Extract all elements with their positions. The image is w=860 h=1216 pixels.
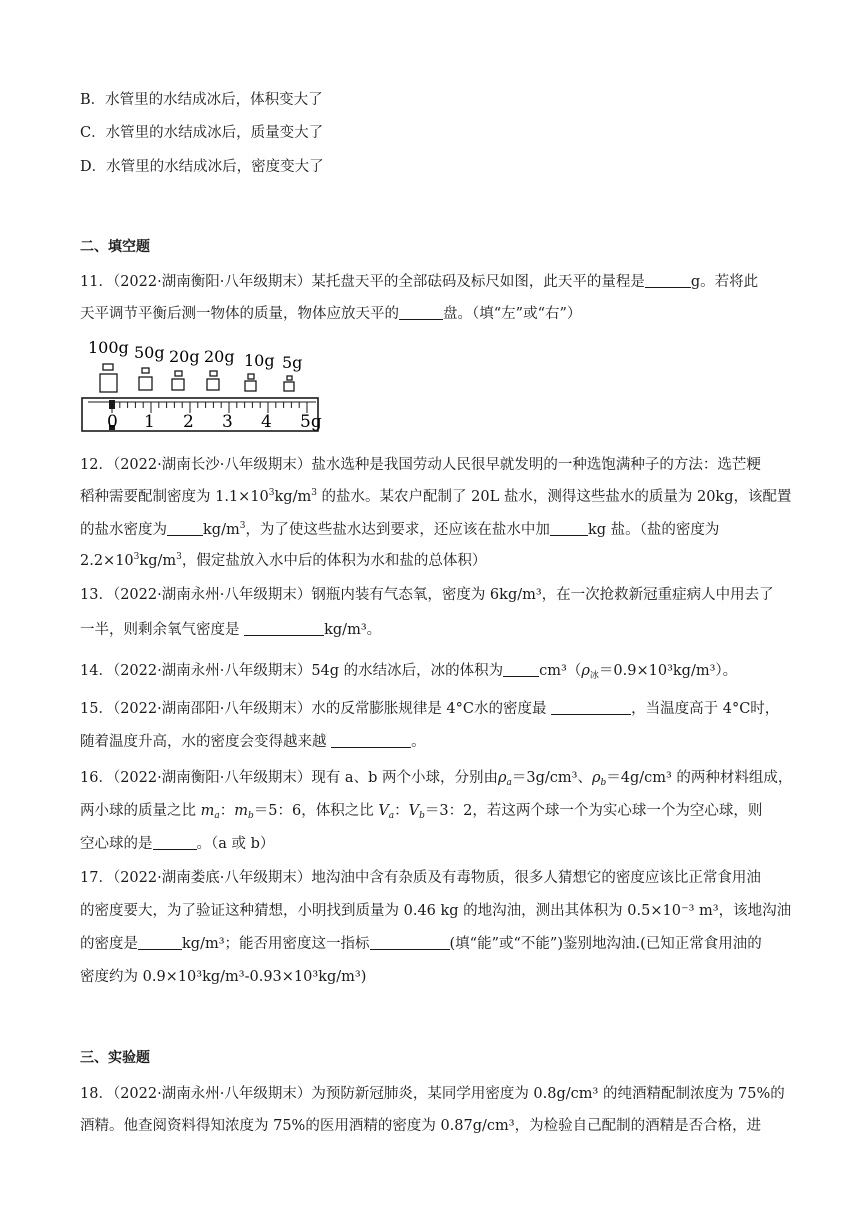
q12-blank-1 xyxy=(167,521,203,536)
weight-block-20g-a xyxy=(172,371,184,390)
q15-line2: 随着温度升高，水的密度会变得越来越 。 xyxy=(80,734,426,750)
scale-label-5g: 5g xyxy=(300,412,322,432)
q13-line2: 一半，则剩余氧气密度是 kg/m³。 xyxy=(80,622,382,638)
option-b: B．水管里的水结成冰后，体积变大了 xyxy=(80,92,323,108)
weight-block-100g xyxy=(100,364,117,392)
balance-weights-figure xyxy=(78,334,328,438)
q15-line1: 15．（2022·湖南邵阳·八年级期末）水的反常膨胀规律是 4°C水的密度最 ，当温度高于 4°C时， xyxy=(80,701,780,717)
q17-line4: 密度约为 0.9×10³kg/m³-0.93×10³kg/m³) xyxy=(80,969,367,985)
weight-label-10g: 10g xyxy=(244,351,275,370)
q17-blank-1 xyxy=(138,935,182,950)
q11-line1: 11．（2022·湖南衡阳·八年级期末）某托盘天平的全部砝码及标尺如图，此天平的量程是 g。若将此 xyxy=(80,274,759,290)
q11-blank-1 xyxy=(645,273,691,288)
q15-blank-1 xyxy=(551,700,631,715)
option-c: C．水管里的水结成冰后，质量变大了 xyxy=(80,125,324,141)
rider xyxy=(109,400,115,409)
q17-line2: 的密度要大，为了验证这种猜想，小明找到质量为 0.46 kg 的地沟油，测出其体积为 0.5×10⁻³ m³，该地沟油 xyxy=(80,903,792,919)
q13-line1: 13．（2022·湖南永州·八年级期末）钢瓶内装有气态氧，密度为 6kg/m³，在一次抢救新冠重症病人中用去了 xyxy=(80,587,774,603)
section-title-fill-blank: 二、填空题 xyxy=(80,239,150,255)
q12-blank-2 xyxy=(550,521,588,536)
option-d: D．水管里的水结成冰后，密度变大了 xyxy=(80,159,324,175)
q16-blank xyxy=(153,835,197,850)
weight-block-50g xyxy=(139,368,152,390)
weight-label-5g: 5g xyxy=(282,353,303,372)
q12-line3: 的盐水密度为 $kg/m^3$，为了使这些盐水达到要求，还应该在盐水中加 kg 盐。（盐的密度为 xyxy=(80,521,720,538)
q14-line: 14．（2022·湖南永州·八年级期末）54g 的水结冰后，冰的体积为 $cm^3(\rho_冰=0.9\times 10^3kg/m^3)$。 xyxy=(80,663,738,681)
q12-line2: 稻种需要配制密度为 $1.1\times 10^3kg/m^3$ 的盐水。某农户配制了 20L 盐水，测得这些盐水的质量为 20kg，该配置 xyxy=(80,488,792,505)
q17-line1: 17．（2022·湖南娄底·八年级期末）地沟油中含有杂质及有毒物质，很多人猜想它的密度应该比正常食用油 xyxy=(80,870,761,886)
scale-label-4: 4 xyxy=(261,412,272,432)
q12-line4: $2.2\times 10^3kg/m^3$，假定盐放入水中后的体积为水和盐的总体积） xyxy=(80,552,487,569)
q14-blank xyxy=(503,662,539,677)
scale-label-3: 3 xyxy=(222,412,233,432)
q18-line2: 酒精。他查阅资料得知浓度为 75%的医用酒精的密度为 0.87g/cm³，为检验自己配制的酒精是否合格，进 xyxy=(80,1118,762,1134)
weight-block-5g xyxy=(284,376,294,391)
q13-blank xyxy=(244,621,324,636)
q17-line3: 的密度是 kg/m³；能否用密度这一指标 (填“能”或“不能”)鉴别地沟油.(已知正常食用油的 xyxy=(80,936,762,952)
q16-line1: 16．（2022·湖南衡阳·八年级期末）现有 a、b 两个小球，分别由$\rho_a=3g$/cm³、$\rho_b=4g$/cm³ 的两种材料组成， xyxy=(80,770,793,788)
q16-line3: 空心球的是 。（a 或 b） xyxy=(80,836,275,852)
weight-block-20g-b xyxy=(207,371,219,390)
weight-label-20g-b: 20g xyxy=(204,347,235,366)
weight-label-50g: 50g xyxy=(134,343,165,362)
q17-blank-2 xyxy=(370,935,450,950)
weight-label-20g-a: 20g xyxy=(169,347,200,366)
q18-line1: 18．（2022·湖南永州·八年级期末）为预防新冠肺炎，某同学用密度为 0.8g/cm³ 的纯酒精配制浓度为 75%的 xyxy=(80,1086,785,1102)
weight-block-10g xyxy=(245,374,256,391)
q15-blank-2 xyxy=(331,733,411,748)
scale-label-0: 0 xyxy=(107,412,118,432)
q11-line2: 天平调节平衡后测一物体的质量，物体应放天平的 盘。（填“左”或“右”） xyxy=(80,306,582,322)
q11-blank-2 xyxy=(399,305,443,320)
scale-label-1: 1 xyxy=(144,412,155,432)
section-title-experiment: 三、实验题 xyxy=(80,1050,150,1066)
weight-label-100g: 100g xyxy=(88,338,129,357)
q16-line2: 两小球的质量之比 $m_a$：$m_b=5$：6，体积之比 $V_a$：$V_b=3$：2，若这两个球一个为实心球一个为空心球，则 xyxy=(80,803,763,821)
q12-line1: 12．（2022·湖南长沙·八年级期末）盐水选种是我国劳动人民很早就发明的一种选饱满种子的方法：选芒粳 xyxy=(80,457,761,473)
scale-label-2: 2 xyxy=(183,412,194,432)
